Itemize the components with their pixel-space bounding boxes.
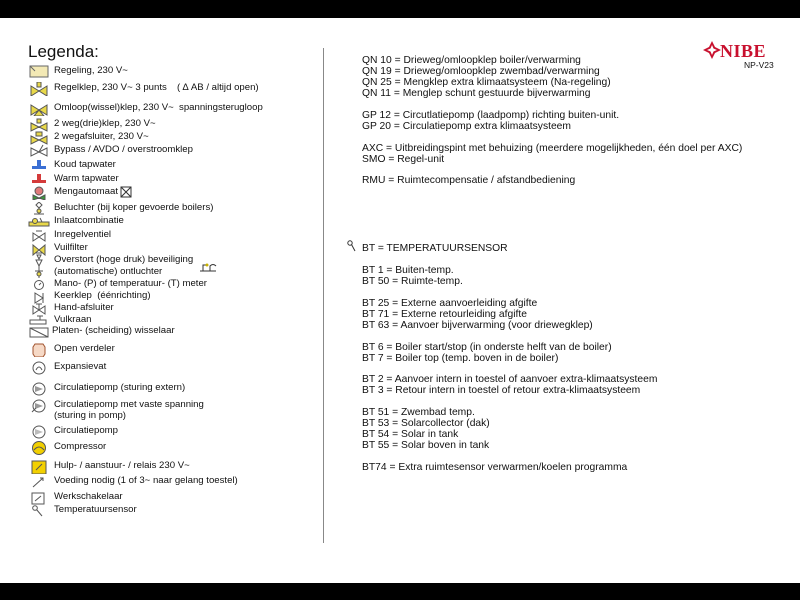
legend-label: Inregelventiel: [54, 229, 112, 240]
mixing-valve-icon: [28, 186, 50, 200]
legend-label: Circulatiepomp (sturing extern): [54, 382, 186, 393]
sensor-line: BT74 = Extra ruimtesensor verwarmen/koelen programma: [362, 462, 628, 473]
ab-note: ( Δ AB / altijd open): [177, 82, 259, 93]
legend-label: Mengautomaat: [54, 186, 118, 197]
legend-label: Overstort (hoge druk) beveiliging: [54, 254, 194, 265]
brand-name: NIBE: [720, 41, 767, 61]
code-line: QN 10 = Drieweg/omloopklep boiler/verwarming: [362, 55, 581, 66]
sensor-line: BT 25 = Externe aanvoerleiding afgifte: [362, 297, 538, 309]
circulation-pump-icon: [28, 425, 50, 439]
relay-icon: [28, 460, 50, 474]
sensor-line: BT 50 = Ruimte-temp.: [362, 275, 463, 287]
sensor-line: BT 55 = Solar boven in tank: [362, 440, 490, 452]
adjustment-valve-icon: [28, 229, 50, 243]
two-way-valve-icon: [28, 118, 50, 132]
legend-label: Koud tapwater: [54, 159, 116, 170]
legend-label: Circulatiepomp: [54, 425, 118, 436]
two-way-shutoff-icon: [28, 131, 50, 145]
sensor-line: BT 6 = Boiler start/stop (in onderste helft van de boiler): [362, 341, 612, 353]
legend-label: Werkschakelaar: [54, 491, 123, 502]
mixing-box-icon: [120, 186, 132, 198]
legend-label: Expansievat: [54, 361, 107, 372]
legend-label: Compressor: [54, 441, 107, 452]
legend-label: Regeling, 230 V~: [54, 65, 128, 76]
diverter-valve-icon: [28, 102, 50, 116]
legend-title: Legenda:: [28, 42, 99, 61]
switch-box-icon: [28, 491, 50, 505]
code-line: RMU = Ruimtecompensatie / afstandbediening: [362, 175, 576, 187]
legend-label: Hulp- / aanstuur- / relais 230 V~: [54, 460, 190, 471]
code-line: QN 19 = Drieweg/omloopklep zwembad/verwarming: [362, 65, 600, 77]
code-line: QN 25 = Mengklep extra klimaatsysteem (Na-regeling): [362, 76, 611, 88]
sensor-line: BT 71 = Externe retourleiding afgifte: [362, 308, 527, 320]
code-line: QN 11 = Menglep schunt gestuurde bijverwarming: [362, 87, 591, 99]
pump-external-icon: [28, 382, 50, 396]
overflow-detail-icon: [198, 261, 218, 273]
legend-label: (automatische) ontluchter: [54, 266, 163, 277]
code-line: AXC = Uitbreidingspint met behuizing (meerdere mogelijkheden, één doel per AXC): [362, 142, 743, 154]
legend-label: Platen- (scheiding) wisselaar: [52, 325, 175, 336]
top-black-bar: [0, 0, 800, 18]
legend-label: Voeding nodig (1 of 3~ naar gelang toestel): [54, 475, 238, 486]
legend-label: Vuilfilter: [54, 242, 88, 253]
compressor-icon: [28, 441, 50, 455]
power-supply-icon: [28, 475, 50, 489]
legend-label: Mano- (P) of temperatuur- (T) meter: [54, 278, 208, 289]
legend-label: Hand-afsluiter: [54, 302, 114, 313]
code-line: GP 20 = Circulatiepomp extra klimaatsysteem: [362, 120, 571, 132]
temperature-sensor-symbol-icon: [347, 240, 357, 252]
bypass-valve-icon: [28, 144, 50, 158]
sensor-line: BT 53 = Solarcollector (dak): [362, 418, 490, 430]
sensor-line: BT 2 = Aanvoer intern in toestel of aanvoer extra-klimaatsysteem: [362, 374, 658, 386]
legend-label: Circulatiepomp met vaste spanning (sturing in pomp): [54, 399, 204, 421]
cold-water-icon: [28, 159, 50, 173]
control-valve-icon: [28, 82, 50, 96]
sensor-line: BT 51 = Zwembad temp.: [362, 407, 475, 419]
room-control-icon: [28, 65, 50, 79]
sensor-line: BT 63 = Aanvoer bijverwarming (voor driewegklep): [362, 319, 593, 331]
sensor-line: BT 7 = Boiler top (temp. boven in de boiler): [362, 352, 559, 364]
column-divider: [323, 48, 324, 543]
sensor-line: BT = TEMPERATUURSENSOR: [362, 243, 508, 254]
open-manifold-icon: [28, 343, 50, 357]
sensor-line: BT 54 = Solar in tank: [362, 429, 459, 441]
legend-label: 2 weg(drie)klep, 230 V~: [54, 118, 156, 129]
legend-label: Vulkraan: [54, 314, 92, 325]
temperature-sensor-icon: [28, 504, 50, 518]
expansion-vessel-icon: [28, 361, 50, 375]
pump-fixed-voltage-icon: [28, 399, 50, 413]
legend-label: Bypass / AVDO / overstroomklep: [54, 144, 193, 155]
legend-label: Regelklep, 230 V~ 3 punts: [54, 82, 167, 93]
sensor-line: BT 1 = Buiten-temp.: [362, 264, 454, 276]
legend-label: Temperatuursensor: [54, 504, 137, 515]
sensor-line: BT 3 = Retour intern in toestel of retour extra-klimaatsysteem: [362, 385, 641, 397]
code-line: GP 12 = Circutlatiepomp (laadpomp) richting buiten-unit.: [362, 109, 620, 121]
plate-exchanger-icon: [28, 325, 50, 339]
aerator-icon: [28, 202, 50, 216]
legend-label: Omloop(wissel)klep, 230 V~ spanningsterugloop: [54, 102, 263, 113]
legend-label: Keerklep (éénrichting): [54, 290, 151, 301]
legend-label: Warm tapwater: [54, 173, 119, 184]
inlet-combination-icon: [28, 215, 50, 229]
legend-label: 2 wegafsluiter, 230 V~: [54, 131, 149, 142]
code-line: SMO = Regel-unit: [362, 153, 445, 165]
bottom-black-bar: [0, 583, 800, 600]
legend-label: Beluchter (bij koper gevoerde boilers): [54, 202, 214, 213]
version-label: NP-V23: [744, 60, 774, 70]
legend-label: Open verdeler: [54, 343, 115, 354]
legend-label: Inlaatcombinatie: [54, 215, 124, 226]
hot-water-icon: [28, 173, 50, 187]
